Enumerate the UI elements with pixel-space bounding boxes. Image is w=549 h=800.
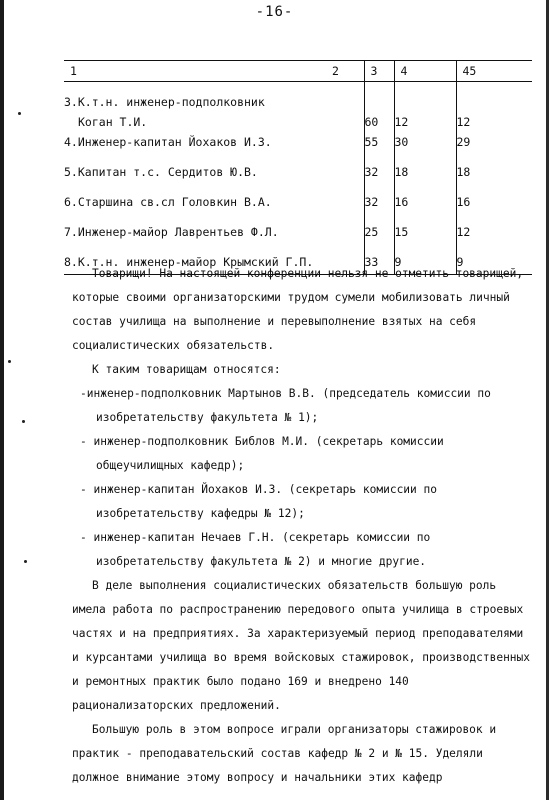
value-cell: 29 xyxy=(456,132,532,152)
col-header: 1 xyxy=(64,61,326,82)
col-header: 4 xyxy=(394,61,456,82)
value-cell: 9 xyxy=(456,252,532,275)
paragraph: Товарищи! На настоящей конференции нельзя не отметить товарищей, которые своими организаторскими трудом сумели мобилизовать личный состав училища на выполнение и перевыполнение взятых на себя социалистических обязательств. xyxy=(72,267,524,352)
value-cell: 60 xyxy=(364,92,394,132)
value-cell: 16 xyxy=(394,192,456,212)
page-number: -16- xyxy=(255,4,294,20)
name-cell: 6.Старшина св.сл Головкин В.А. xyxy=(64,195,272,209)
list-item: - инженер-капитан Йохаков И.З. (секретарь комиссии по изобретательству кафедры № 12); xyxy=(80,483,437,520)
table-row xyxy=(64,132,532,152)
name-cell: 8.К.т.н. инженер-майор Крымский Г.П. xyxy=(64,252,364,275)
list-item: - инженер-подполковник Библов М.И. (секретарь комиссии общеучилищных кафедр); xyxy=(80,435,444,472)
list-item: -инженер-подполковник Мартынов В.В. (председатель комиссии по изобретательству факультета № 1); xyxy=(80,387,491,424)
data-table xyxy=(64,60,532,275)
scan-speck xyxy=(24,560,27,563)
col-header: 2 xyxy=(326,61,364,82)
table-row xyxy=(64,222,532,242)
table-header-row xyxy=(64,61,532,82)
table-row xyxy=(64,162,532,182)
value-cell: 25 xyxy=(364,222,394,242)
col-header: 45 xyxy=(456,61,532,82)
value-cell: 32 xyxy=(364,192,394,212)
value-cell: 12 xyxy=(456,92,532,132)
scan-speck xyxy=(18,112,21,115)
table-row xyxy=(64,192,532,212)
paragraph: Большую роль в этом вопросе играли организаторы стажировок и практик - преподавательский состав кафедр № 2 и № 15. Уделяли должное внимание этому вопросу и начальники этих кафедр xyxy=(72,723,497,784)
value-cell: 16 xyxy=(456,192,532,212)
scan-speck xyxy=(8,360,11,363)
col-header: 3 xyxy=(364,61,394,82)
name-cell: 3.К.т.н. инженер-подполковник Коган Т.И. xyxy=(64,95,265,129)
value-cell: 12 xyxy=(394,92,456,132)
value-cell: 32 xyxy=(364,162,394,182)
value-cell: 9 xyxy=(394,252,456,275)
name-cell: 5.Капитан т.с. Сердитов Ю.В. xyxy=(64,165,258,179)
name-cell: 4.Инженер-капитан Йохаков И.З. xyxy=(64,135,272,149)
value-cell: 33 xyxy=(364,252,394,275)
paragraph: К таким товарищам относятся: xyxy=(92,363,281,376)
value-cell: 55 xyxy=(364,132,394,152)
value-cell: 30 xyxy=(394,132,456,152)
scan-speck xyxy=(22,420,25,423)
value-cell: 15 xyxy=(394,222,456,242)
paragraph: В деле выполнения социалистических обязательств большую роль имела работа по распространению передового опыта училища в строевых частях и на предприятиях. За характеризуемый период преподавателями и курсантами училища во время войсковых стажировок, производственных и ремонтных практик было подано 169 и внедрено 140 рационализаторских предложений. xyxy=(72,579,531,712)
scan-edge-left xyxy=(0,0,4,800)
list-item: - инженер-капитан Нечаев Г.Н. (секретарь комиссии по изобретательству факультета № 2) и многие другие. xyxy=(80,531,431,568)
value-cell: 18 xyxy=(456,162,532,182)
value-cell: 12 xyxy=(456,222,532,242)
value-cell: 18 xyxy=(394,162,456,182)
name-cell: 7.Инженер-майор Лаврентьев Ф.Л. xyxy=(64,225,279,239)
body-text xyxy=(72,262,534,790)
table-row xyxy=(64,92,532,132)
